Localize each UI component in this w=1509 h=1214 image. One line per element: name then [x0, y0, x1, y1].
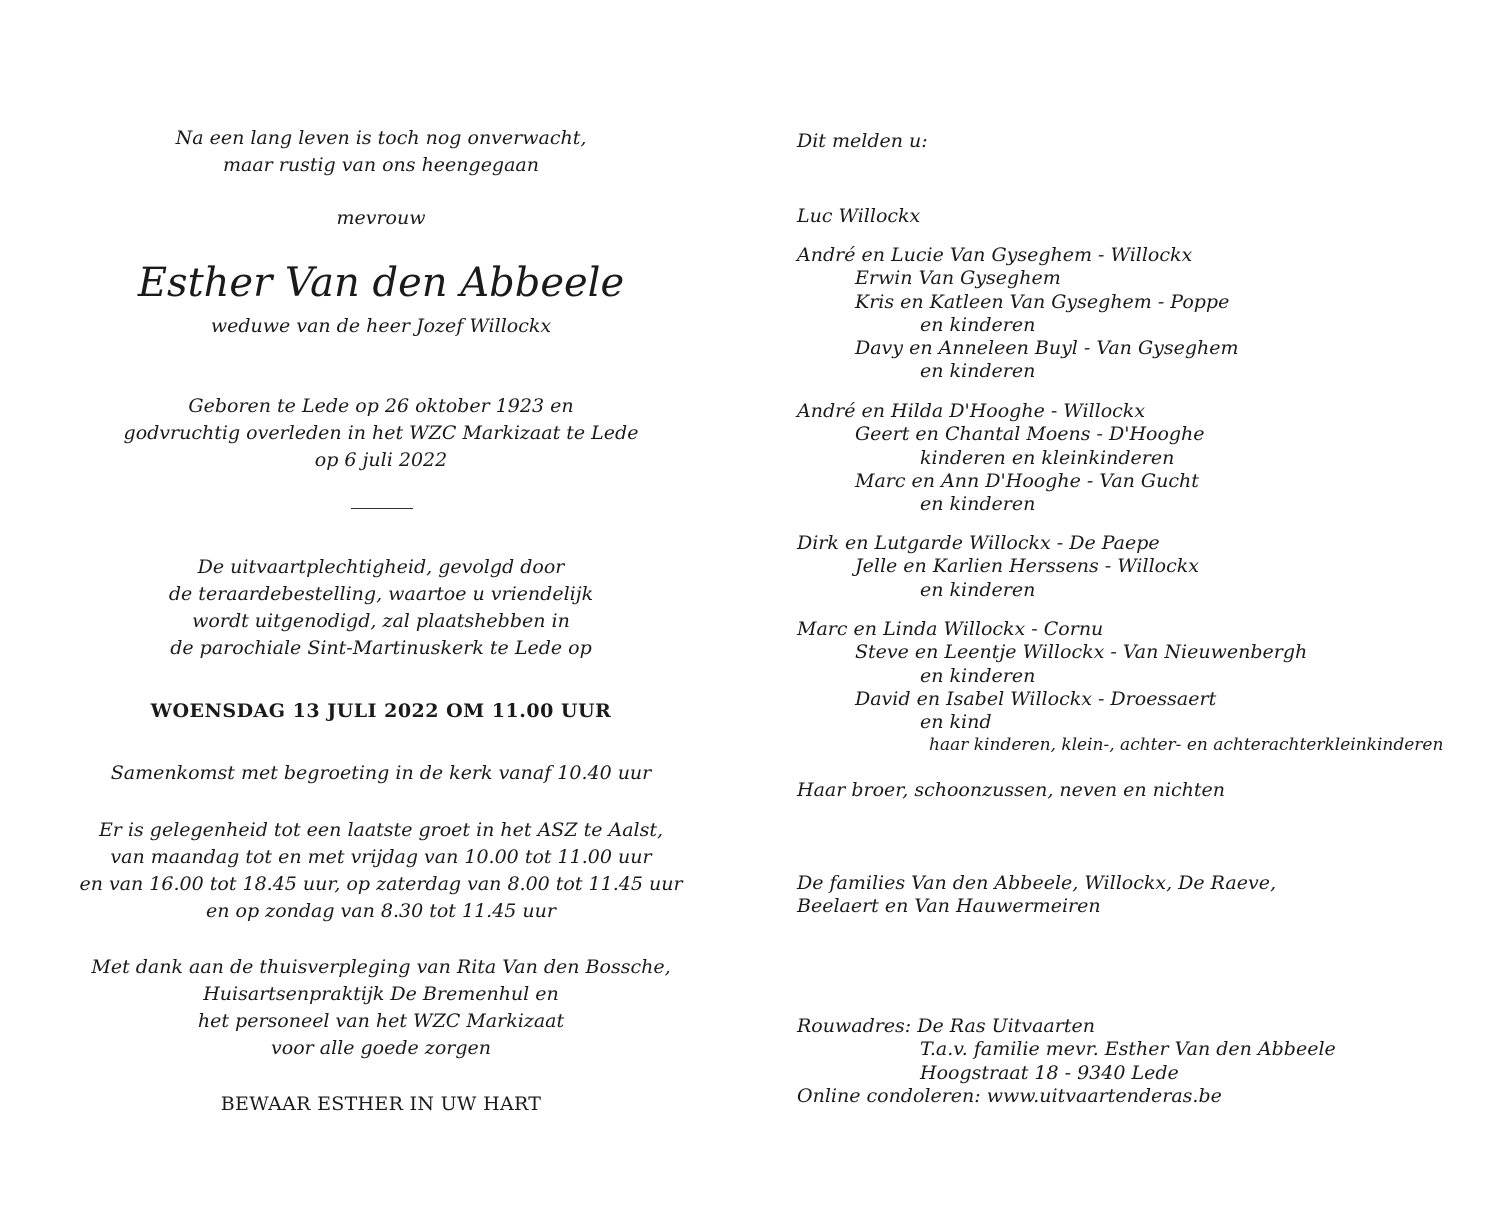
deceased-name-block — [40, 259, 722, 307]
title-text — [40, 205, 722, 232]
family-group-1 — [797, 244, 1239, 384]
visit-line: Er is gelegenheid tot een laatste groet in het ASZ te Aalst, — [98, 819, 664, 841]
closing-text — [40, 1091, 722, 1118]
address-block — [797, 1015, 1336, 1108]
birth-death-text — [40, 393, 722, 474]
widow-text — [40, 313, 722, 340]
birth-line: op 6 juli 2022 — [314, 449, 448, 471]
birth-line: godvruchtig overleden in het WZC Markizaat te Lede — [123, 422, 639, 444]
thanks-line: voor alle goede zorgen — [271, 1037, 491, 1059]
family-line: Marc en Ann D'Hooghe - Van Gucht — [855, 469, 1199, 492]
ceremony-line: de teraardebestelling, waartoe u vriendelijk — [168, 583, 594, 605]
ceremony-date-block — [40, 698, 722, 725]
family-line: Geert en Chantal Moens - D'Hooghe — [855, 423, 1205, 446]
announce-line: Dit melden u: — [797, 130, 928, 152]
family-line: André en Lucie Van Gyseghem - Willockx — [797, 244, 1193, 266]
thanks-line: Huisartsenpraktijk De Bremenhul en — [203, 983, 559, 1005]
family-line: Steve en Leentje Willockx - Van Nieuwenbergh — [855, 641, 1308, 664]
ceremony-line: wordt uitgenodigd, zal plaatshebben in — [192, 610, 570, 632]
intro-line: Na een lang leven is toch nog onverwacht, — [175, 127, 587, 149]
intro-line: maar rustig van ons heengegaan — [222, 154, 539, 176]
closing-line: BEWAAR ESTHER IN UW HART — [220, 1093, 542, 1115]
deceased-name: Esther Van den Abbeele — [137, 260, 625, 306]
ceremony-line: de parochiale Sint-Martinuskerk te Lede op — [170, 637, 592, 659]
family-line: Jelle en Karlien Herssens - Willockx — [855, 555, 1199, 578]
address-line: Rouwadres: De Ras Uitvaarten — [797, 1015, 1095, 1037]
family-line: Kris en Katleen Van Gyseghem - Poppe — [855, 290, 1230, 313]
family-line: David en Isabel Willockx - Droessaert — [855, 687, 1217, 710]
descendants-line: haar kinderen, klein-, achter- en achterachterkleinkinderen — [929, 735, 1444, 756]
family-line: Marc en Linda Willockx - Cornu — [797, 618, 1104, 640]
thanks-line: Met dank aan de thuisverpleging van Rita Van den Bossche, — [91, 956, 671, 978]
family-line: kinderen en kleinkinderen — [920, 446, 1175, 469]
family-line: en kinderen — [920, 578, 1036, 601]
ceremony-line: De uitvaartplechtigheid, gevolgd door — [197, 556, 565, 578]
family-line: Luc Willockx — [797, 205, 921, 227]
separator-rule — [351, 508, 413, 509]
families-line: Beelaert en Van Hauwermeiren — [797, 895, 1101, 918]
gathering-line: Samenkomst met begroeting in de kerk vanaf 10.40 uur — [110, 762, 652, 784]
visit-text — [40, 817, 722, 925]
family-group-2 — [797, 400, 1205, 516]
visit-line: van maandag tot en met vrijdag van 10.00 tot 11.00 uur — [110, 846, 652, 868]
thanks-line: het personeel van het WZC Markizaat — [197, 1010, 565, 1032]
ceremony-date: WOENSDAG 13 JULI 2022 OM 11.00 UUR — [150, 700, 612, 722]
ceremony-text — [40, 554, 722, 662]
family-line: Dirk en Lutgarde Willockx - De Paepe — [797, 532, 1160, 554]
family-line: Davy en Anneleen Buyl - Van Gyseghem — [855, 337, 1239, 360]
siblings-line: Haar broer, schoonzussen, neven en nichten — [797, 779, 1225, 801]
families-text — [797, 872, 1276, 919]
family-line: André en Hilda D'Hooghe - Willockx — [797, 400, 1146, 422]
visit-line: en op zondag van 8.30 tot 11.45 uur — [206, 900, 556, 922]
intro-text — [40, 125, 722, 179]
announce-text — [797, 130, 928, 153]
visit-line: en van 16.00 tot 18.45 uur, op zaterdag van 8.00 tot 11.45 uur — [79, 873, 683, 895]
thanks-text — [40, 954, 722, 1062]
family-line: Erwin Van Gyseghem — [855, 267, 1061, 290]
widow-line: weduwe van de heer Jozef Willockx — [210, 315, 552, 337]
family-line: en kind — [920, 711, 992, 734]
family-line: en kinderen — [920, 493, 1036, 516]
family-group-4 — [797, 618, 1443, 758]
salutation: mevrouw — [336, 207, 426, 229]
family-line: en kinderen — [920, 360, 1036, 383]
family-luc — [797, 205, 920, 228]
siblings-text — [797, 779, 1225, 802]
family-group-3 — [797, 532, 1199, 602]
gathering-text — [40, 760, 722, 787]
families-line: De families Van den Abbeele, Willockx, De Raeve, — [797, 872, 1277, 894]
address-line: Hoogstraat 18 - 9340 Lede — [920, 1061, 1179, 1084]
online-condolence-line: Online condoleren: www.uitvaartenderas.be — [797, 1084, 1222, 1107]
address-line: T.a.v. familie mevr. Esther Van den Abbeele — [920, 1038, 1336, 1061]
family-line: en kinderen — [920, 313, 1036, 336]
family-line: en kinderen — [920, 664, 1036, 687]
birth-line: Geboren te Lede op 26 oktober 1923 en — [188, 395, 574, 417]
